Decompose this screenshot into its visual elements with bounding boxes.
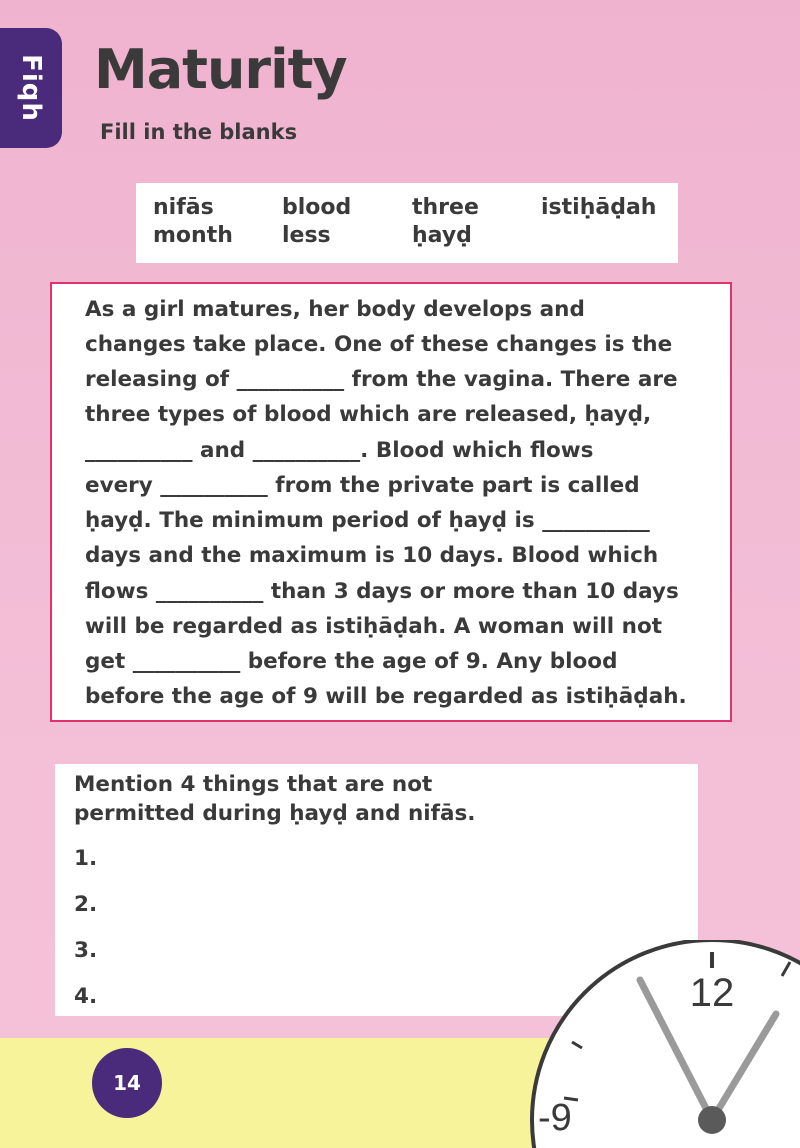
clock-icon <box>522 940 800 1148</box>
passage-line: three types of blood which are released, ḥayḍ, <box>85 402 652 427</box>
passage-line: ḥayḍ. The minimum period of ḥayḍ is __________ <box>85 508 650 533</box>
passage-line: __________ and __________. Blood which flows <box>85 438 594 463</box>
word-bank <box>136 183 678 263</box>
word-bank-item: blood <box>282 195 352 220</box>
passage-line: get __________ before the age of 9. Any blood <box>85 649 618 674</box>
fill-in-passage <box>50 282 732 722</box>
passage-line: changes take place. One of these changes is the <box>85 332 673 357</box>
question-prompt: Mention 4 things that are not <box>74 772 433 797</box>
passage-line: will be regarded as istiḥāḍah. A woman will not <box>85 614 662 639</box>
answer-line-3[interactable]: 3. <box>74 938 98 963</box>
answer-line-2[interactable]: 2. <box>74 892 98 917</box>
instructions: Fill in the blanks <box>100 120 298 144</box>
word-bank-item: istiḥāḍah <box>541 195 657 220</box>
passage-line: days and the maximum is 10 days. Blood which <box>85 543 659 568</box>
word-bank-item: month <box>153 223 233 248</box>
clock-center <box>698 1106 726 1134</box>
passage-line: flows __________ than 3 days or more than 10 days <box>85 579 679 604</box>
word-bank-item: less <box>282 223 331 248</box>
section-tab <box>0 28 62 148</box>
clock-label-9: -9 <box>538 1097 572 1139</box>
section-tab-label: Fiqh <box>16 54 47 122</box>
page-title: Maturity <box>94 38 347 101</box>
passage-line: releasing of __________ from the vagina. There are <box>85 367 678 392</box>
page-number: 14 <box>92 1048 162 1118</box>
question-prompt: permitted during ḥayḍ and nifās. <box>74 801 476 826</box>
word-bank-item: ḥayḍ <box>412 223 472 248</box>
word-bank-item: nifās <box>153 195 214 220</box>
passage-line: before the age of 9 will be regarded as istiḥāḍah. <box>85 684 687 709</box>
clock-label-12: 12 <box>689 971 735 1015</box>
answer-line-1[interactable]: 1. <box>74 846 98 871</box>
word-bank-item: three <box>412 195 479 220</box>
passage-line: every __________ from the private part is called <box>85 473 640 498</box>
passage-line: As a girl matures, her body develops and <box>85 297 585 322</box>
answer-line-4[interactable]: 4. <box>74 984 98 1009</box>
